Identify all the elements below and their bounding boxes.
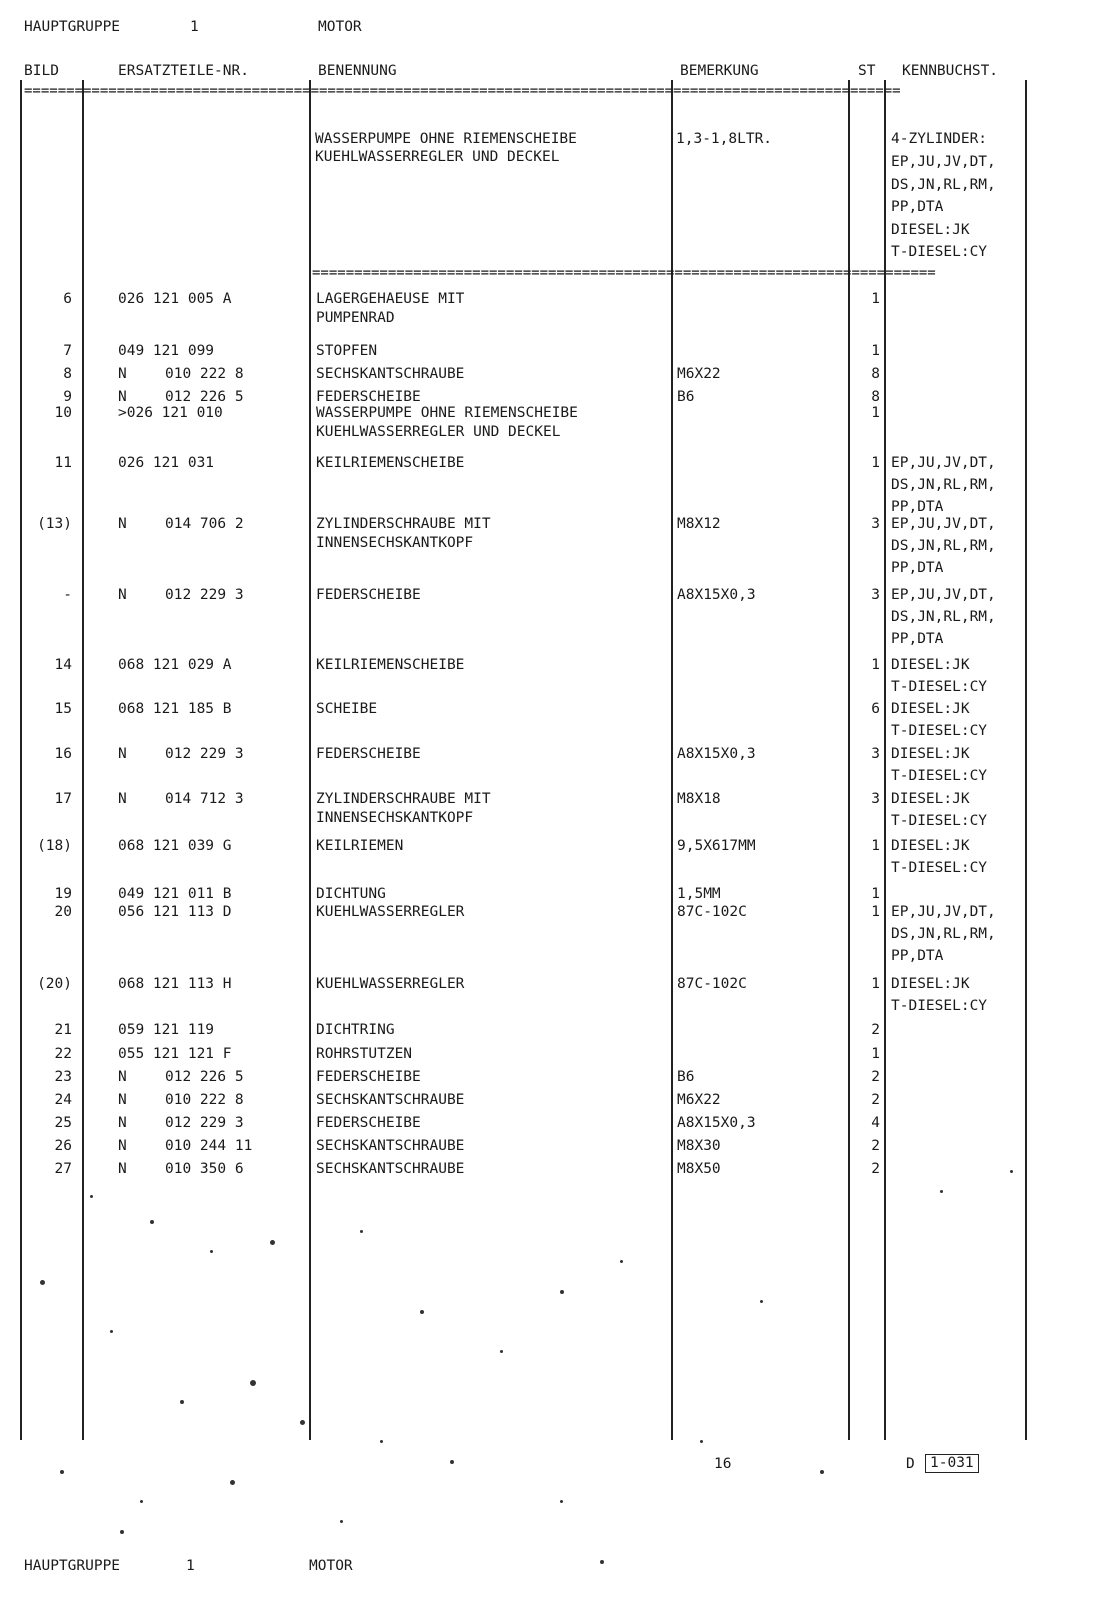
scan-speck xyxy=(230,1480,235,1485)
kennbuchst-line: DIESEL:JK xyxy=(891,701,970,717)
column-rule xyxy=(309,80,311,1440)
scan-speck xyxy=(340,1520,343,1523)
scan-speck xyxy=(620,1260,623,1263)
part-number: 010 222 8 xyxy=(165,1092,244,1108)
benennung-line: ZYLINDERSCHRAUBE MIT xyxy=(316,516,491,532)
kennbuchst-line: DIESEL:JK xyxy=(891,838,970,854)
stueckzahl: 8 xyxy=(871,389,880,405)
bemerkung: A8X15X0,3 xyxy=(677,746,756,762)
column-rule xyxy=(671,80,673,1440)
reference-code: 1-031 xyxy=(925,1454,979,1473)
intro-bemerkung: 1,3-1,8LTR. xyxy=(676,131,773,147)
part-number: >026 121 010 xyxy=(118,405,223,421)
n-flag: N xyxy=(118,1069,127,1085)
n-flag: N xyxy=(118,587,127,603)
benennung-line: KEILRIEMENSCHEIBE xyxy=(316,657,465,673)
stueckzahl: 1 xyxy=(871,343,880,359)
language-code: D xyxy=(906,1456,915,1472)
bild-number: (18) xyxy=(37,838,72,854)
bild-number: 8 xyxy=(63,366,72,382)
bemerkung: M8X12 xyxy=(677,516,721,532)
bild-number: 23 xyxy=(54,1069,72,1085)
scan-speck xyxy=(560,1290,564,1294)
n-flag: N xyxy=(118,746,127,762)
part-number: 012 229 3 xyxy=(165,746,244,762)
bild-number: 26 xyxy=(54,1138,72,1154)
benennung-line: SECHSKANTSCHRAUBE xyxy=(316,1092,465,1108)
kennbuchst-line: PP,DTA xyxy=(891,499,944,515)
kennbuchst-line: DS,JN,RL,RM, xyxy=(891,926,996,942)
column-rule xyxy=(82,80,84,1440)
bild-number: 22 xyxy=(54,1046,72,1062)
column-header-st: ST xyxy=(858,63,876,79)
next-group-number: 1 xyxy=(186,1558,195,1574)
column-rule xyxy=(1025,80,1027,1440)
stueckzahl: 1 xyxy=(871,657,880,673)
bemerkung: M8X18 xyxy=(677,791,721,807)
kennbuchst-line: T-DIESEL:CY xyxy=(891,998,988,1014)
scan-speck xyxy=(250,1380,256,1386)
stueckzahl: 8 xyxy=(871,366,880,382)
page-number: 16 xyxy=(714,1456,732,1472)
n-flag: N xyxy=(118,516,127,532)
intro-benennung-line: KUEHLWASSERREGLER UND DECKEL xyxy=(315,149,560,165)
column-header-bild: BILD xyxy=(24,63,59,79)
stueckzahl: 2 xyxy=(871,1092,880,1108)
bemerkung: M6X22 xyxy=(677,1092,721,1108)
intro-kennbuchst-line: DIESEL:JK xyxy=(891,222,970,238)
part-number: 068 121 039 G xyxy=(118,838,232,854)
bemerkung: 9,5X617MM xyxy=(677,838,756,854)
stueckzahl: 6 xyxy=(871,701,880,717)
scan-speck xyxy=(450,1460,454,1464)
kennbuchst-line: EP,JU,JV,DT, xyxy=(891,587,996,603)
part-number: 012 226 5 xyxy=(165,1069,244,1085)
benennung-line: KUEHLWASSERREGLER xyxy=(316,904,465,920)
scan-speck xyxy=(120,1530,124,1534)
group-title: MOTOR xyxy=(318,19,362,35)
bemerkung: B6 xyxy=(677,1069,695,1085)
benennung-line: WASSERPUMPE OHNE RIEMENSCHEIBE xyxy=(316,405,578,421)
scan-speck xyxy=(110,1330,113,1333)
next-group-title: MOTOR xyxy=(309,1558,353,1574)
scan-speck xyxy=(820,1470,824,1474)
kennbuchst-line: EP,JU,JV,DT, xyxy=(891,516,996,532)
scan-speck xyxy=(60,1470,64,1474)
intro-benennung-line: WASSERPUMPE OHNE RIEMENSCHEIBE xyxy=(315,131,577,147)
bild-number: 7 xyxy=(63,343,72,359)
intro-kennbuchst-line: PP,DTA xyxy=(891,199,944,215)
column-rule xyxy=(848,80,850,1440)
bemerkung: 87C-102C xyxy=(677,976,747,992)
bild-number: (20) xyxy=(37,976,72,992)
part-number: 012 229 3 xyxy=(165,1115,244,1131)
scan-speck xyxy=(180,1400,184,1404)
bild-number: 21 xyxy=(54,1022,72,1038)
kennbuchst-line: T-DIESEL:CY xyxy=(891,679,988,695)
benennung-line: FEDERSCHEIBE xyxy=(316,1115,421,1131)
stueckzahl: 1 xyxy=(871,838,880,854)
benennung-line: FEDERSCHEIBE xyxy=(316,389,421,405)
part-number: 010 244 11 xyxy=(165,1138,253,1154)
scan-speck xyxy=(420,1310,424,1314)
group-label: HAUPTGRUPPE xyxy=(24,19,121,35)
benennung-line: KEILRIEMEN xyxy=(316,838,404,854)
scan-speck xyxy=(760,1300,763,1303)
benennung-line: KUEHLWASSERREGLER UND DECKEL xyxy=(316,424,561,440)
part-number: 059 121 119 xyxy=(118,1022,215,1038)
part-number: 068 121 113 H xyxy=(118,976,232,992)
bild-number: 11 xyxy=(54,455,72,471)
bild-number: 16 xyxy=(54,746,72,762)
benennung-line: SECHSKANTSCHRAUBE xyxy=(316,1138,465,1154)
benennung-line: STOPFEN xyxy=(316,343,378,359)
group-number: 1 xyxy=(190,19,199,35)
section-separator: ========================================================================== xyxy=(312,268,936,278)
bild-number: 10 xyxy=(54,405,72,421)
kennbuchst-line: DS,JN,RL,RM, xyxy=(891,477,996,493)
stueckzahl: 3 xyxy=(871,587,880,603)
part-number: 014 706 2 xyxy=(165,516,244,532)
n-flag: N xyxy=(118,791,127,807)
scan-speck xyxy=(700,1440,703,1443)
intro-kennbuchst-line: T-DIESEL:CY xyxy=(891,244,988,260)
kennbuchst-line: T-DIESEL:CY xyxy=(891,813,988,829)
stueckzahl: 1 xyxy=(871,886,880,902)
n-flag: N xyxy=(118,1115,127,1131)
kennbuchst-line: DIESEL:JK xyxy=(891,657,970,673)
part-number: 026 121 031 xyxy=(118,455,215,471)
part-number: 012 229 3 xyxy=(165,587,244,603)
kennbuchst-line: T-DIESEL:CY xyxy=(891,768,988,784)
part-number: 010 222 8 xyxy=(165,366,244,382)
stueckzahl: 1 xyxy=(871,904,880,920)
benennung-line: SCHEIBE xyxy=(316,701,378,717)
intro-kennbuchst-line: 4-ZYLINDER: xyxy=(891,131,988,147)
column-header-kennbuchst: KENNBUCHST. xyxy=(902,63,999,79)
stueckzahl: 1 xyxy=(871,405,880,421)
benennung-line: FEDERSCHEIBE xyxy=(316,1069,421,1085)
bild-number: 27 xyxy=(54,1161,72,1177)
scan-speck xyxy=(150,1220,154,1224)
part-number: 049 121 011 B xyxy=(118,886,232,902)
benennung-line: PUMPENRAD xyxy=(316,310,395,326)
scan-speck xyxy=(560,1500,563,1503)
stueckzahl: 3 xyxy=(871,746,880,762)
part-number: 068 121 029 A xyxy=(118,657,232,673)
benennung-line: SECHSKANTSCHRAUBE xyxy=(316,1161,465,1177)
n-flag: N xyxy=(118,1161,127,1177)
scan-speck xyxy=(1010,1170,1013,1173)
column-header-ersatzteile: ERSATZTEILE-NR. xyxy=(118,63,249,79)
stueckzahl: 2 xyxy=(871,1161,880,1177)
part-number: 049 121 099 xyxy=(118,343,215,359)
benennung-line: ZYLINDERSCHRAUBE MIT xyxy=(316,791,491,807)
part-number: 014 712 3 xyxy=(165,791,244,807)
stueckzahl: 2 xyxy=(871,1022,880,1038)
kennbuchst-line: EP,JU,JV,DT, xyxy=(891,455,996,471)
benennung-line: FEDERSCHEIBE xyxy=(316,587,421,603)
header-separator: ======================================================================================================== xyxy=(24,86,901,96)
stueckzahl: 1 xyxy=(871,291,880,307)
part-number: 056 121 113 D xyxy=(118,904,232,920)
next-group-label: HAUPTGRUPPE xyxy=(24,1558,121,1574)
n-flag: N xyxy=(118,366,127,382)
part-number: 010 350 6 xyxy=(165,1161,244,1177)
part-number: 055 121 121 F xyxy=(118,1046,232,1062)
scan-speck xyxy=(270,1240,275,1245)
stueckzahl: 1 xyxy=(871,1046,880,1062)
kennbuchst-line: T-DIESEL:CY xyxy=(891,860,988,876)
bild-number: 14 xyxy=(54,657,72,673)
benennung-line: LAGERGEHAEUSE MIT xyxy=(316,291,465,307)
n-flag: N xyxy=(118,389,127,405)
intro-kennbuchst-line: EP,JU,JV,DT, xyxy=(891,154,996,170)
column-header-bemerkung: BEMERKUNG xyxy=(680,63,759,79)
n-flag: N xyxy=(118,1092,127,1108)
bild-number: 19 xyxy=(54,886,72,902)
scan-speck xyxy=(360,1230,363,1233)
bild-number: 17 xyxy=(54,791,72,807)
scan-speck xyxy=(90,1195,93,1198)
kennbuchst-line: PP,DTA xyxy=(891,948,944,964)
column-header-benennung: BENENNUNG xyxy=(318,63,397,79)
stueckzahl: 2 xyxy=(871,1069,880,1085)
stueckzahl: 1 xyxy=(871,976,880,992)
bild-number: 6 xyxy=(63,291,72,307)
benennung-line: SECHSKANTSCHRAUBE xyxy=(316,366,465,382)
benennung-line: INNENSECHSKANTKOPF xyxy=(316,810,474,826)
kennbuchst-line: PP,DTA xyxy=(891,631,944,647)
bemerkung: A8X15X0,3 xyxy=(677,1115,756,1131)
bemerkung: M8X30 xyxy=(677,1138,721,1154)
scan-speck xyxy=(940,1190,943,1193)
n-flag: N xyxy=(118,1138,127,1154)
scan-speck xyxy=(140,1500,143,1503)
scan-speck xyxy=(380,1440,383,1443)
benennung-line: DICHTRING xyxy=(316,1022,395,1038)
benennung-line: INNENSECHSKANTKOPF xyxy=(316,535,474,551)
kennbuchst-line: DIESEL:JK xyxy=(891,791,970,807)
bemerkung: 87C-102C xyxy=(677,904,747,920)
stueckzahl: 3 xyxy=(871,791,880,807)
benennung-line: ROHRSTUTZEN xyxy=(316,1046,413,1062)
bild-number: 25 xyxy=(54,1115,72,1131)
intro-kennbuchst-line: DS,JN,RL,RM, xyxy=(891,177,996,193)
benennung-line: FEDERSCHEIBE xyxy=(316,746,421,762)
bemerkung: A8X15X0,3 xyxy=(677,587,756,603)
bemerkung: M6X22 xyxy=(677,366,721,382)
part-number: 026 121 005 A xyxy=(118,291,232,307)
benennung-line: KEILRIEMENSCHEIBE xyxy=(316,455,465,471)
scan-speck xyxy=(600,1560,604,1564)
kennbuchst-line: T-DIESEL:CY xyxy=(891,723,988,739)
part-number: 012 226 5 xyxy=(165,389,244,405)
scan-speck xyxy=(210,1250,213,1253)
benennung-line: KUEHLWASSERREGLER xyxy=(316,976,465,992)
kennbuchst-line: DIESEL:JK xyxy=(891,976,970,992)
stueckzahl: 2 xyxy=(871,1138,880,1154)
bild-number: 9 xyxy=(63,389,72,405)
stueckzahl: 1 xyxy=(871,455,880,471)
kennbuchst-line: PP,DTA xyxy=(891,560,944,576)
stueckzahl: 3 xyxy=(871,516,880,532)
kennbuchst-line: DS,JN,RL,RM, xyxy=(891,538,996,554)
bild-number: 24 xyxy=(54,1092,72,1108)
kennbuchst-line: DS,JN,RL,RM, xyxy=(891,609,996,625)
part-number: 068 121 185 B xyxy=(118,701,232,717)
bild-number: 15 xyxy=(54,701,72,717)
scan-speck xyxy=(300,1420,305,1425)
scan-speck xyxy=(40,1280,45,1285)
scan-speck xyxy=(500,1350,503,1353)
bild-number: - xyxy=(63,587,72,603)
bild-number: 20 xyxy=(54,904,72,920)
benennung-line: DICHTUNG xyxy=(316,886,386,902)
bemerkung: M8X50 xyxy=(677,1161,721,1177)
column-rule xyxy=(884,80,886,1440)
bemerkung: 1,5MM xyxy=(677,886,721,902)
kennbuchst-line: DIESEL:JK xyxy=(891,746,970,762)
stueckzahl: 4 xyxy=(871,1115,880,1131)
bemerkung: B6 xyxy=(677,389,695,405)
bild-number: (13) xyxy=(37,516,72,532)
kennbuchst-line: EP,JU,JV,DT, xyxy=(891,904,996,920)
